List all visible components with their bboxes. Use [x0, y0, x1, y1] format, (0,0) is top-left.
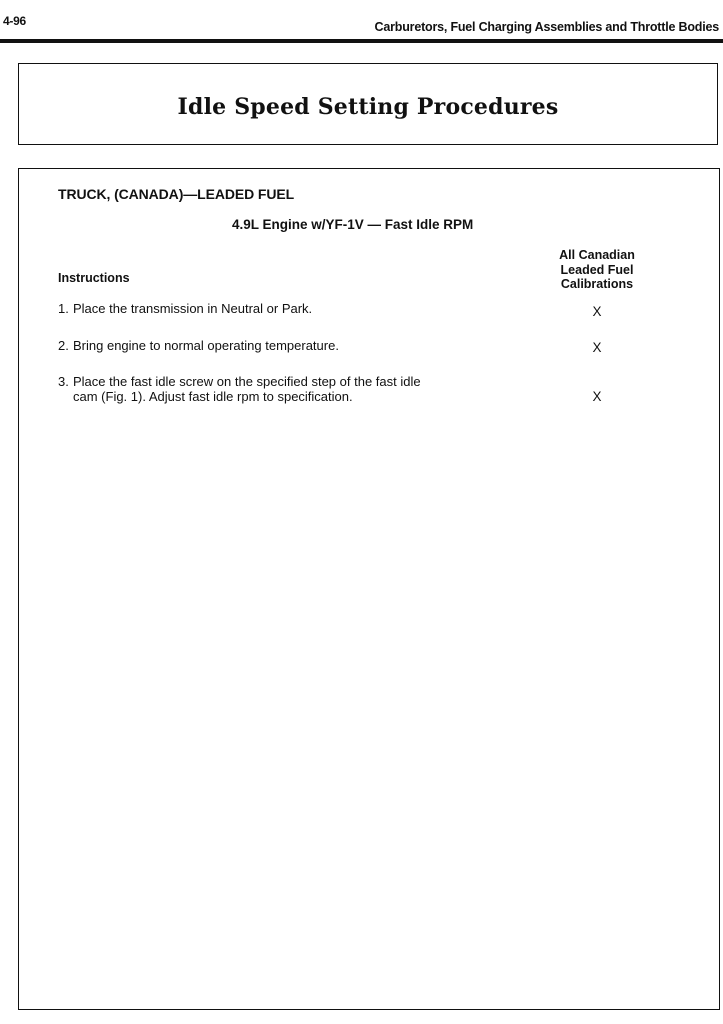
header-rule [0, 39, 723, 43]
step-text-continued: cam (Fig. 1). Adjust fast idle rpm to specification. [73, 389, 353, 404]
calibrations-header-line: All Canadian [559, 248, 635, 262]
page-title: Idle Speed Setting Procedures [177, 94, 559, 120]
step-text: Bring engine to normal operating temperature. [73, 338, 339, 353]
instruction-step [58, 301, 498, 316]
calibration-mark: X [592, 389, 602, 404]
calibration-mark: X [592, 340, 602, 355]
step-text: Place the transmission in Neutral or Park. [73, 301, 313, 316]
procedure-box [18, 168, 720, 1010]
step-number: 3. [58, 374, 69, 389]
section-title: TRUCK, (CANADA)—LEADED FUEL [58, 186, 295, 202]
instruction-step [58, 338, 498, 353]
instruction-step [58, 374, 498, 404]
engine-subtitle: 4.9L Engine w/YF-1V — Fast Idle RPM [232, 217, 474, 232]
running-head: Carburetors, Fuel Charging Assemblies and Throttle Bodies [374, 20, 719, 34]
step-text: Place the fast idle screw on the specified step of the fast idle [73, 374, 421, 389]
calibrations-header-line: Calibrations [560, 277, 634, 291]
instructions-column-header: Instructions [58, 271, 130, 285]
page-number: 4-96 [3, 14, 26, 28]
calibration-mark: X [592, 304, 602, 319]
calibrations-column-header [539, 248, 655, 292]
calibrations-header-line: Leaded Fuel [560, 262, 634, 277]
step-number: 1. [58, 301, 69, 316]
title-box [18, 63, 718, 145]
step-number: 2. [58, 338, 69, 353]
